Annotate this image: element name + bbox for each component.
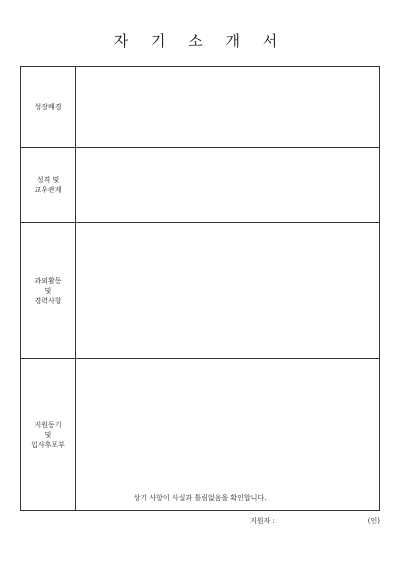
- section-label-line: 과외활동: [34, 276, 62, 285]
- signature-label: 지원자 :: [250, 517, 275, 525]
- section-row: [21, 148, 380, 223]
- section-label-line: 경력사항: [34, 296, 62, 305]
- self-introduction-table: [20, 66, 380, 511]
- section-label-line: 성격 및: [36, 176, 60, 184]
- section-text: [76, 148, 380, 223]
- section-label: [21, 148, 76, 223]
- section-label-line: 및: [44, 430, 52, 439]
- section-label-line: 지원동기: [34, 420, 62, 429]
- section-row: [21, 67, 380, 148]
- section-label: [21, 223, 76, 359]
- confirmation-statement: 상기 사항이 사실과 틀림없음을 확인합니다.: [133, 494, 267, 502]
- section-label-line: 및: [44, 286, 52, 295]
- section-text: [76, 67, 380, 148]
- signature-seal: (인): [367, 517, 380, 525]
- document-title: 자 기 소 개 서: [113, 32, 287, 50]
- section-label-line: 교우관계: [34, 186, 62, 194]
- section-label-line: 성장배경: [34, 103, 62, 111]
- section-text: [76, 359, 380, 511]
- section-text: [76, 223, 380, 359]
- section-row: [21, 223, 380, 359]
- signature-line: [250, 516, 380, 526]
- section-row: [21, 359, 380, 511]
- section-label: [21, 359, 76, 511]
- section-label: [21, 67, 76, 148]
- section-label-line: 입사후포부: [31, 440, 65, 449]
